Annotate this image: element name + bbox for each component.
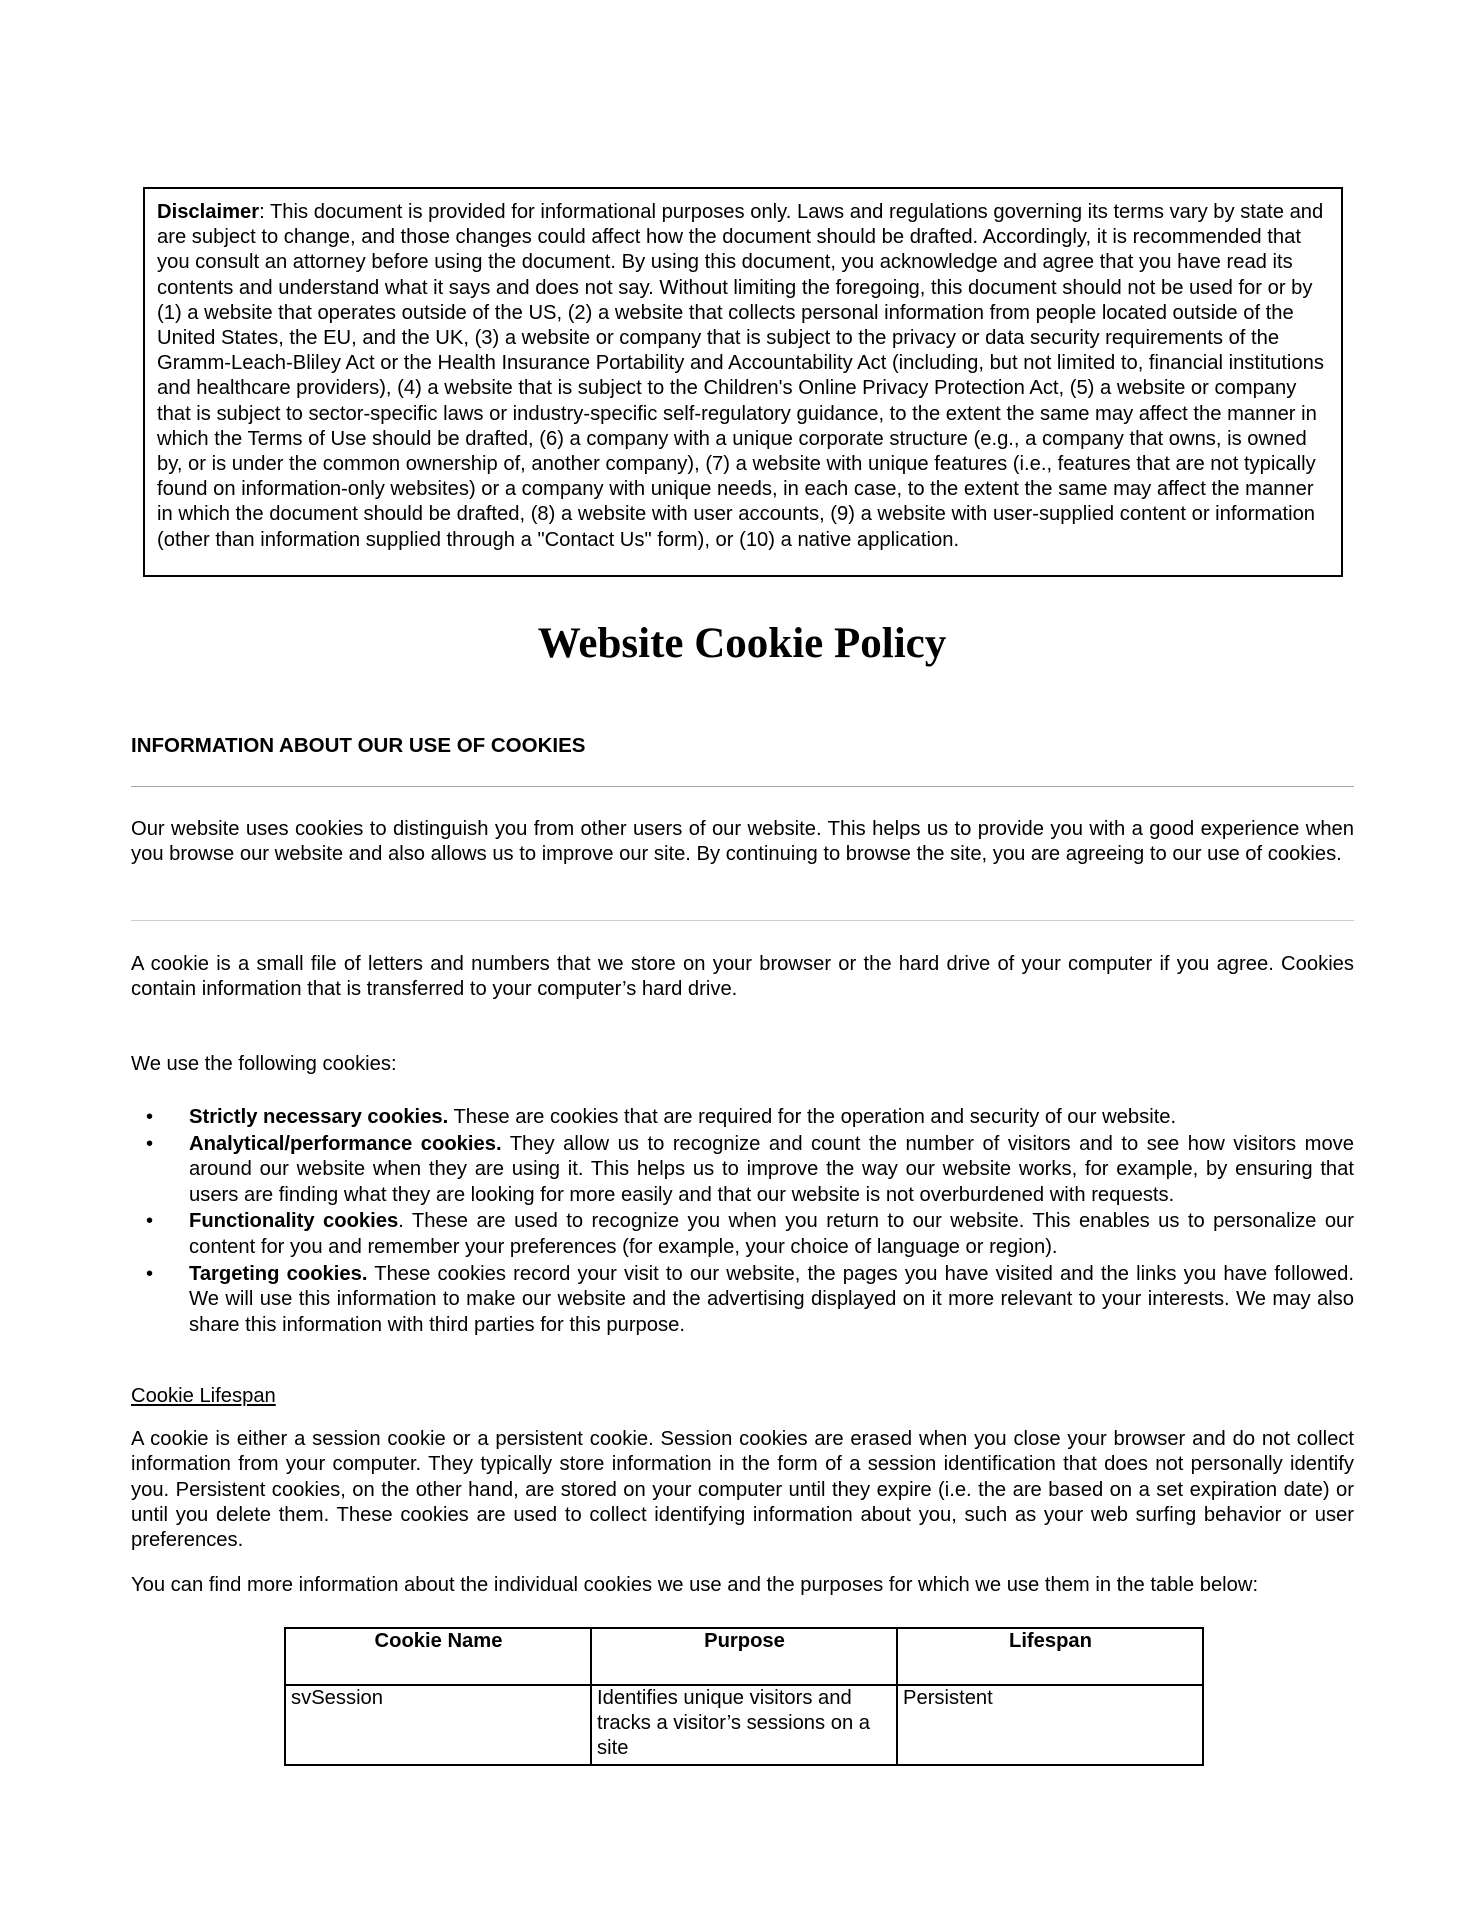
- cookie-lifespan-heading: Cookie Lifespan: [131, 1385, 276, 1407]
- cookie-table: [284, 1627, 1204, 1766]
- bullet-icon: •: [146, 1106, 154, 1128]
- column-header-cookie-name: Cookie Name: [285, 1628, 591, 1685]
- cell-lifespan: Persistent: [897, 1685, 1203, 1765]
- list-intro: We use the following cookies:: [131, 1053, 397, 1075]
- table-row: [285, 1685, 1203, 1765]
- table-header-row: [285, 1628, 1203, 1685]
- cookie-type-description: They allow us to recognize and count the number of visitors and to see how visitors move around our website when they are using it. This helps us to improve the way our website works, for example, by ensuring that users are finding what they are looking for more easily and that our website is not overburdened with requests.: [189, 1132, 1354, 1206]
- list-item: [131, 1262, 1354, 1339]
- list-item: [131, 1132, 1354, 1209]
- bullet-icon: •: [146, 1262, 154, 1285]
- cell-cookie-name: svSession: [285, 1685, 591, 1765]
- divider: [131, 786, 1354, 787]
- cookie-type-name: Targeting cookies.: [189, 1262, 368, 1285]
- disclaimer-box: [143, 187, 1343, 577]
- cookie-type-name: Analytical/performance cookies.: [189, 1132, 502, 1155]
- cookie-type-description: These cookies record your visit to our website, the pages you have visited and the links you have followed. We will use this information to make our website and the advertising displayed on it more relevant to your interests. We may also share this information with third parties for this purpose.: [189, 1262, 1354, 1336]
- column-header-purpose: Purpose: [591, 1628, 897, 1685]
- list-item: [131, 1105, 1354, 1131]
- list-item: [131, 1209, 1354, 1260]
- table-intro: You can find more information about the individual cookies we use and the purposes for which we use them in the table below:: [131, 1574, 1259, 1596]
- cell-purpose: Identifies unique visitors and tracks a visitor’s sessions on a site: [591, 1685, 897, 1765]
- cookie-types-list: [131, 1105, 1354, 1339]
- section-heading: INFORMATION ABOUT OUR USE OF COOKIES: [131, 734, 586, 757]
- page-title: Website Cookie Policy: [537, 620, 947, 667]
- divider: [131, 920, 1354, 921]
- disclaimer-text: : This document is provided for informational purposes only. Laws and regulations governing its terms vary by state and are subject to change, and those changes could affect how the document should be drafted. Accordingly, it is recommended that you consult an attorney before using the document. By using this document, you acknowledge and agree that you have read its contents and understand what it says and does not say. Without limiting the foregoing, this document should not be used for or by (1) a website that operates outside of the US, (2) a website that collects personal information from people located outside of the United States, the EU, and the UK, (3) a website or company that is subject to the privacy or data security requirements of the Gramm-Leach-Bliley Act or the Health Insurance Portability and Accountability Act (including, but not limited to, financial institutions and healthcare providers), (4) a website that is subject to the Children's Online Privacy Protection Act, (5) a website or company that is subject to sector-specific laws or industry-specific self-regulatory guidance, to the extent the same may affect the manner in which the Terms of Use should be drafted, (6) a company with a unique corporate structure (e.g., a company that owns, is owned by, or is under the common ownership of, another company), (7) a website with unique features (i.e., features that are not typically found on information-only websites) or a company with unique needs, in each case, to the extent the same may affect the manner in which the document should be drafted, (8) a website with user accounts, (9) a website with user-supplied content or information (other than information supplied through a "Contact Us" form), or (10) a native application.: [157, 201, 1324, 551]
- cookie-type-description: . These are used to recognize you when you return to our website. This enables us to personalize our content for you and remember your preferences (for example, your choice of language or region).: [189, 1210, 1354, 1258]
- lifespan-paragraph: A cookie is either a session cookie or a persistent cookie. Session cookies are erased when you close your browser and do not collect information from your computer. They typically store information in the form of a session identification that does not personally identify you. Persistent cookies, on the other hand, are stored on your computer until they expire (i.e. the are based on a set expiration date) or until you delete them. These cookies are used to collect identifying information about you, such as your web surfing behavior or user preferences.: [131, 1428, 1354, 1552]
- bullet-icon: •: [146, 1210, 154, 1233]
- cookie-type-name: Strictly necessary cookies.: [189, 1106, 449, 1128]
- definition-paragraph: A cookie is a small file of letters and numbers that we store on your browser or the hard drive of your computer if you agree. Cookies contain information that is transferred to your computer’s hard drive.: [131, 953, 1354, 1001]
- column-header-lifespan: Lifespan: [897, 1628, 1203, 1685]
- cookie-type-name: Functionality cookies: [189, 1210, 399, 1233]
- bullet-icon: •: [146, 1132, 154, 1155]
- disclaimer-label: Disclaimer: [157, 201, 260, 223]
- cookie-type-description: These are cookies that are required for the operation and security of our website.: [448, 1106, 1177, 1128]
- intro-paragraph: Our website uses cookies to distinguish you from other users of our website. This helps us to provide you with a good experience when you browse our website and also allows us to improve our site. By continuing to browse the site, you are agreeing to our use of cookies.: [131, 818, 1354, 866]
